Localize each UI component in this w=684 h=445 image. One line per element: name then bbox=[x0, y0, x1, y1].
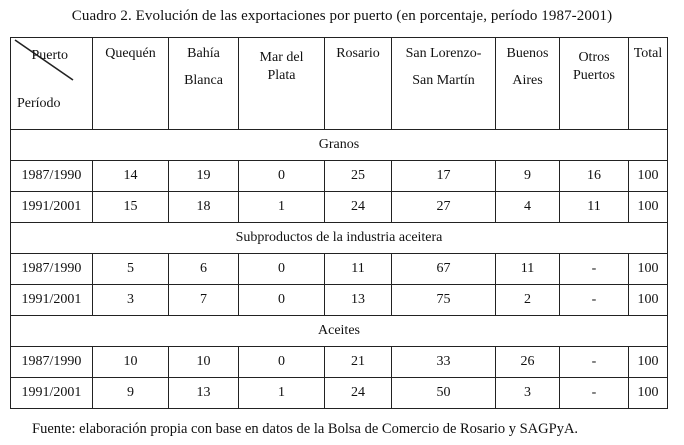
value-cell: 11 bbox=[560, 192, 629, 223]
value-cell: 3 bbox=[496, 378, 560, 409]
column-header-bahia-blanca: Bahía Blanca bbox=[169, 38, 239, 130]
value-cell: - bbox=[560, 347, 629, 378]
value-cell: 16 bbox=[560, 161, 629, 192]
value-cell: 13 bbox=[325, 285, 392, 316]
column-header-mar-del-plata: Mar del Plata bbox=[239, 38, 325, 130]
table-row bbox=[11, 285, 668, 316]
column-header-quequen: Quequén bbox=[93, 38, 169, 130]
table-row bbox=[11, 378, 668, 409]
table-caption: Cuadro 2. Evolución de las exportaciones por puerto (en porcentaje, período 1987-2001) bbox=[71, 8, 613, 24]
value-cell: 0 bbox=[239, 285, 325, 316]
value-cell: 26 bbox=[496, 347, 560, 378]
value-cell: - bbox=[560, 378, 629, 409]
value-cell: 9 bbox=[496, 161, 560, 192]
export-table bbox=[10, 37, 668, 409]
period-cell: 1987/1990 bbox=[11, 254, 93, 285]
table-row bbox=[11, 254, 668, 285]
value-cell: 25 bbox=[325, 161, 392, 192]
value-cell: 9 bbox=[93, 378, 169, 409]
value-cell: 13 bbox=[169, 378, 239, 409]
section-title: Granos bbox=[11, 130, 668, 161]
column-header-otros-puertos: Otros Puertos bbox=[560, 38, 629, 130]
value-cell: 15 bbox=[93, 192, 169, 223]
value-cell: 100 bbox=[629, 254, 668, 285]
value-cell: 11 bbox=[325, 254, 392, 285]
value-cell: 75 bbox=[392, 285, 496, 316]
corner-header-cell bbox=[11, 38, 93, 130]
value-cell: 7 bbox=[169, 285, 239, 316]
period-cell: 1991/2001 bbox=[11, 378, 93, 409]
corner-label-puerto: Puerto bbox=[31, 48, 68, 63]
value-cell: 67 bbox=[392, 254, 496, 285]
value-cell: 6 bbox=[169, 254, 239, 285]
value-cell: 19 bbox=[169, 161, 239, 192]
column-header-buenos-aires: Buenos Aires bbox=[496, 38, 560, 130]
table-row bbox=[11, 192, 668, 223]
value-cell: 24 bbox=[325, 378, 392, 409]
value-cell: 21 bbox=[325, 347, 392, 378]
corner-label-periodo: Período bbox=[17, 96, 61, 111]
section-title: Aceites bbox=[11, 316, 668, 347]
column-header-san-lorenzo: San Lorenzo- San Martín bbox=[392, 38, 496, 130]
period-cell: 1991/2001 bbox=[11, 192, 93, 223]
value-cell: 100 bbox=[629, 192, 668, 223]
section-row-aceites bbox=[11, 316, 668, 347]
section-title: Subproductos de la industria aceitera bbox=[11, 223, 668, 254]
section-row-granos bbox=[11, 130, 668, 161]
value-cell: 5 bbox=[93, 254, 169, 285]
period-cell: 1987/1990 bbox=[11, 347, 93, 378]
column-header-rosario: Rosario bbox=[325, 38, 392, 130]
value-cell: 100 bbox=[629, 347, 668, 378]
column-header-total: Total bbox=[629, 38, 668, 130]
value-cell: - bbox=[560, 254, 629, 285]
value-cell: 2 bbox=[496, 285, 560, 316]
header-row bbox=[11, 38, 668, 130]
table-row bbox=[11, 161, 668, 192]
value-cell: 100 bbox=[629, 378, 668, 409]
period-cell: 1991/2001 bbox=[11, 285, 93, 316]
value-cell: 4 bbox=[496, 192, 560, 223]
value-cell: 100 bbox=[629, 285, 668, 316]
value-cell: 10 bbox=[93, 347, 169, 378]
value-cell: 1 bbox=[239, 192, 325, 223]
value-cell: 0 bbox=[239, 347, 325, 378]
value-cell: 0 bbox=[239, 254, 325, 285]
value-cell: 10 bbox=[169, 347, 239, 378]
value-cell: 1 bbox=[239, 378, 325, 409]
value-cell: 27 bbox=[392, 192, 496, 223]
value-cell: 100 bbox=[629, 161, 668, 192]
value-cell: - bbox=[560, 285, 629, 316]
value-cell: 50 bbox=[392, 378, 496, 409]
value-cell: 0 bbox=[239, 161, 325, 192]
value-cell: 18 bbox=[169, 192, 239, 223]
value-cell: 11 bbox=[496, 254, 560, 285]
value-cell: 24 bbox=[325, 192, 392, 223]
table-row bbox=[11, 347, 668, 378]
section-row-subproductos bbox=[11, 223, 668, 254]
period-cell: 1987/1990 bbox=[11, 161, 93, 192]
value-cell: 33 bbox=[392, 347, 496, 378]
value-cell: 17 bbox=[392, 161, 496, 192]
value-cell: 14 bbox=[93, 161, 169, 192]
value-cell: 3 bbox=[93, 285, 169, 316]
source-note: Fuente: elaboración propia con base en datos de la Bolsa de Comercio de Rosario y SAGPyA. bbox=[32, 421, 579, 437]
